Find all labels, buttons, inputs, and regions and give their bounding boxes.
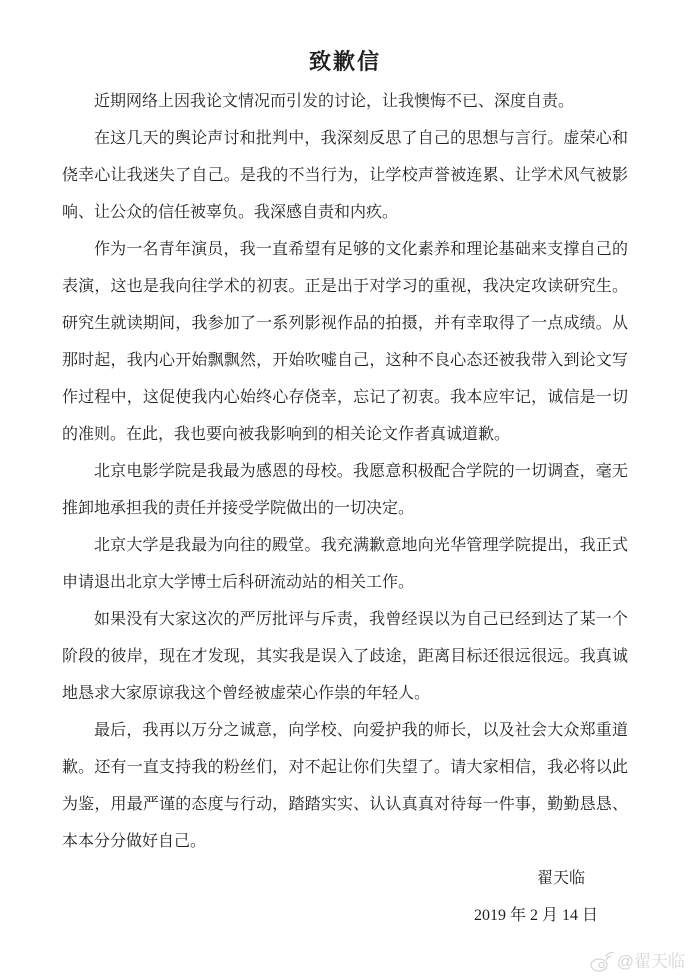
letter-paragraph: 作为一名青年演员，我一直希望有足够的文化素养和理论基础来支撑自己的表演，这也是我向往学术的初衷。正是出于对学习的重视，我决定攻读研究生。研究生就读期间，我参加了一系列影视作品的拍摄，并有幸取得了一点成绩。从那时起，我内心开始飘飘然，开始吹嘘自己，这种不良心态还被我带入到论文写作过程中，这促使我内心始终心存侥幸，忘记了初衷。我本应牢记，诚信是一切的准则。在此，我也要向被我影响到的相关论文作者真诚道歉。 [62, 241, 628, 443]
watermark-text: @翟天临 [616, 952, 685, 971]
letter-paragraph: 近期网络上因我论文情况而引发的讨论，让我懊悔不已、深度自责。 [94, 93, 575, 110]
letter-body [0, 83, 690, 860]
weibo-logo-icon [589, 951, 615, 973]
signature-block [0, 860, 690, 934]
letter-paragraph: 最后，我再以万分之诚意，向学校、向爱护我的师长，以及社会大众郑重道歉。还有一直支持我的粉丝们，对不起让你们失望了。请大家相信，我必将以此为鉴，用最严谨的态度与行动，踏踏实实、认认真真对待每一件事，勤勤恳恳、本本分分做好自己。 [62, 722, 628, 850]
letter-paragraph: 北京大学是我最为向往的殿堂。我充满歉意地向光华管理学院提出，我正式申请退出北京大学博士后科研流动站的相关工作。 [62, 537, 628, 591]
weibo-watermark [589, 951, 685, 973]
letter-paragraph: 北京电影学院是我最为感恩的母校。我愿意积极配合学院的一切调查，毫无推卸地承担我的责任并接受学院做出的一切决定。 [62, 463, 628, 517]
letter-paragraph: 在这几天的舆论声讨和批判中，我深刻反思了自己的思想与言行。虚荣心和侥幸心让我迷失了自己。是我的不当行为，让学校声誉被连累、让学术风气被影响、让公众的信任被辜负。我深感自责和内疚。 [62, 130, 628, 221]
letter-title: 致歉信 [308, 49, 381, 74]
signature-name: 翟天临 [536, 870, 585, 887]
letter-paragraph: 如果没有大家这次的严厉批评与斥责，我曾经误以为自己已经到达了某一个阶段的彼岸，现在才发现，其实我是误入了歧途，距离目标还很远很远。我真诚地恳求大家原谅我这个曾经被虚荣心作祟的年轻人。 [62, 611, 628, 702]
signature-date: 2019 年 2 月 14 日 [473, 907, 598, 924]
